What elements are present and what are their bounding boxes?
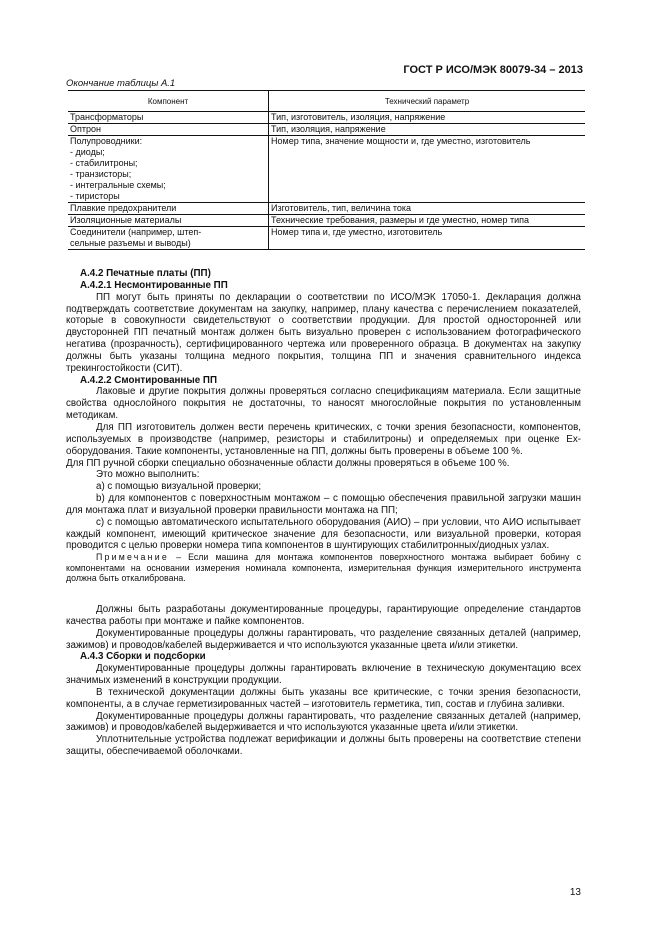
cell-text: Номер типа, значение мощности и, где уместно, изготовитель (271, 136, 531, 146)
table-row (68, 215, 585, 227)
table-continuation-label: Окончание таблицы А.1 (66, 78, 176, 89)
page-number: 13 (569, 887, 581, 898)
document-body (66, 268, 581, 758)
cell-text: - диоды; (70, 147, 105, 157)
cell-text: - тиристоры (70, 191, 120, 201)
cell-text: - интегральные схемы; (70, 180, 166, 190)
table-row (68, 112, 585, 124)
cell-text: сельные разъемы и выводы) (70, 238, 191, 248)
cell-text: Изоляционные материалы (70, 215, 182, 225)
cell-text: Трансформаторы (70, 112, 144, 122)
cell-text: Тип, изготовитель, изоляция, напряжение (271, 112, 446, 122)
paragraph: Документированные процедуры должны гарантировать, что разделение связанных деталей (например, зажимов) и проводов/кабелей выдерживается и что используются указанные цвета и/или этикетки. (66, 627, 581, 651)
paragraph: Уплотнительные устройства подлежат верификации и должны быть проверены на соответствие степени защиты, обеспечиваемой оболочками. (66, 734, 581, 758)
note (66, 552, 581, 584)
table-row (68, 124, 585, 136)
col-header-component: Компонент (68, 91, 269, 112)
paragraph: Это можно выполнить: (96, 469, 200, 481)
cell-text: Тип, изоляция, напряжение (271, 124, 386, 134)
document-code: ГОСТ Р ИСО/МЭК 80079-34 – 2013 (403, 64, 583, 76)
cell-text: Номер типа и, где уместно, изготовитель (271, 227, 443, 237)
cell-text: - стабилитроны; (70, 158, 138, 168)
col-header-parameter: Технический параметр (269, 91, 586, 112)
paragraph: Документированные процедуры должны гарантировать, что разделение связанных деталей (например, зажимов) и проводов/кабелей выдерживается и что используются указанные цвета и/или этикетки. (66, 710, 581, 734)
paragraph: Лаковые и другие покрытия должны проверяться согласно спецификациям материала. Если защитные свойства однослойного покрытия не достаточны, то наносят многослойные покрытия по установленным методикам. (66, 386, 581, 422)
cell-text: - транзисторы; (70, 169, 132, 179)
paragraph: ПП могут быть приняты по декларации о соответствии по ИСО/МЭК 17050-1. Декларация должна подтверждать соответствие документам на закупку, например, плану качества с перечислением показателей, которые в совокупности свидетельствуют о соответствии продукции. Для простой односторонней или двусторонней ПП печатный монтаж должен быть визуально проверен с использованием фотографического негатива (прозрачность), сертифицированного чертежа или проверенного образца. В документах на закупку должны быть указаны толщина медного покрытия, толщина ПП и значения сравнительного индекса трекингостойкости (СИТ). (66, 291, 581, 374)
table-row (68, 227, 585, 250)
note-label: Примечание (96, 552, 169, 563)
spacer (66, 584, 581, 604)
paragraph: Должны быть разработаны документированные процедуры, гарантирующие определение стандартов качества работы при монтаже и пайке компонентов. (66, 604, 581, 627)
list-item: с) с помощью автоматического испытательного оборудования (АИО) – при условии, что АИО испытывает каждый компонент, имеющий критическое значение для безопасности, или визуальной проверки, которая проводится с целью проверки номера типа компонентов в шунтирующих стабилитронных/диодных узлах. (66, 516, 581, 552)
list-item: b) для компонентов с поверхностным монтажом – с помощью обеспечения правильной загрузки машин для монтажа плат и визуальной проверки правильности монтажа на ПП; (66, 493, 581, 516)
section-heading-a43: А.4.3 Сборки и подсборки (80, 651, 206, 663)
note-text: – Если машина для монтажа компонентов поверхностного монтажа выбирает бобину с компонентами на основании измерения номинала компонента, измерительная функция измерительного инструмента должна быть откалибрована. (66, 552, 581, 584)
table-row (68, 136, 585, 203)
paragraph: Для ПП изготовитель должен вести перечень критических, с точки зрения безопасности, компонентов, используемых в производстве (например, резисторы и стабилитроны) и определяемых при оценке Ех-оборудования. Такие компоненты, установленные на ПП, должны быть проверены в объеме 100 %. (66, 421, 581, 457)
section-heading-a422: А.4.2.2 Смонтированные ПП (80, 374, 217, 386)
table-row (68, 203, 585, 215)
cell-text: Полупроводники: (70, 136, 143, 146)
section-heading-a42: А.4.2 Печатные платы (ПП) (80, 268, 211, 279)
table-header-row (68, 91, 585, 112)
paragraph: Документированные процедуры должны гарантировать включение в техническую документацию всех значимых изменений в конструкции продукции. (66, 663, 581, 687)
cell-text: Плавкие предохранители (70, 203, 177, 213)
cell-text: Технические требования, размеры и где уместно, номер типа (271, 215, 529, 225)
cell-text: Оптрон (70, 124, 101, 134)
cell-text: Изготовитель, тип, величина тока (271, 203, 412, 213)
paragraph: Для ПП ручной сборки специально обозначенные области должны проверяться в объеме 100 %. (66, 457, 510, 469)
section-heading-a421: А.4.2.1 Несмонтированные ПП (80, 279, 228, 291)
cell-text: Соединители (например, штеп- (70, 227, 202, 237)
components-table (68, 90, 585, 250)
paragraph: В технической документации должны быть указаны все критические, с точки зрения безопасности, компоненты, а в случае герметизированных частей – изготовитель герметика, тип, состав и глубина заливки. (66, 686, 581, 710)
list-item: а) с помощью визуальной проверки; (96, 481, 262, 493)
